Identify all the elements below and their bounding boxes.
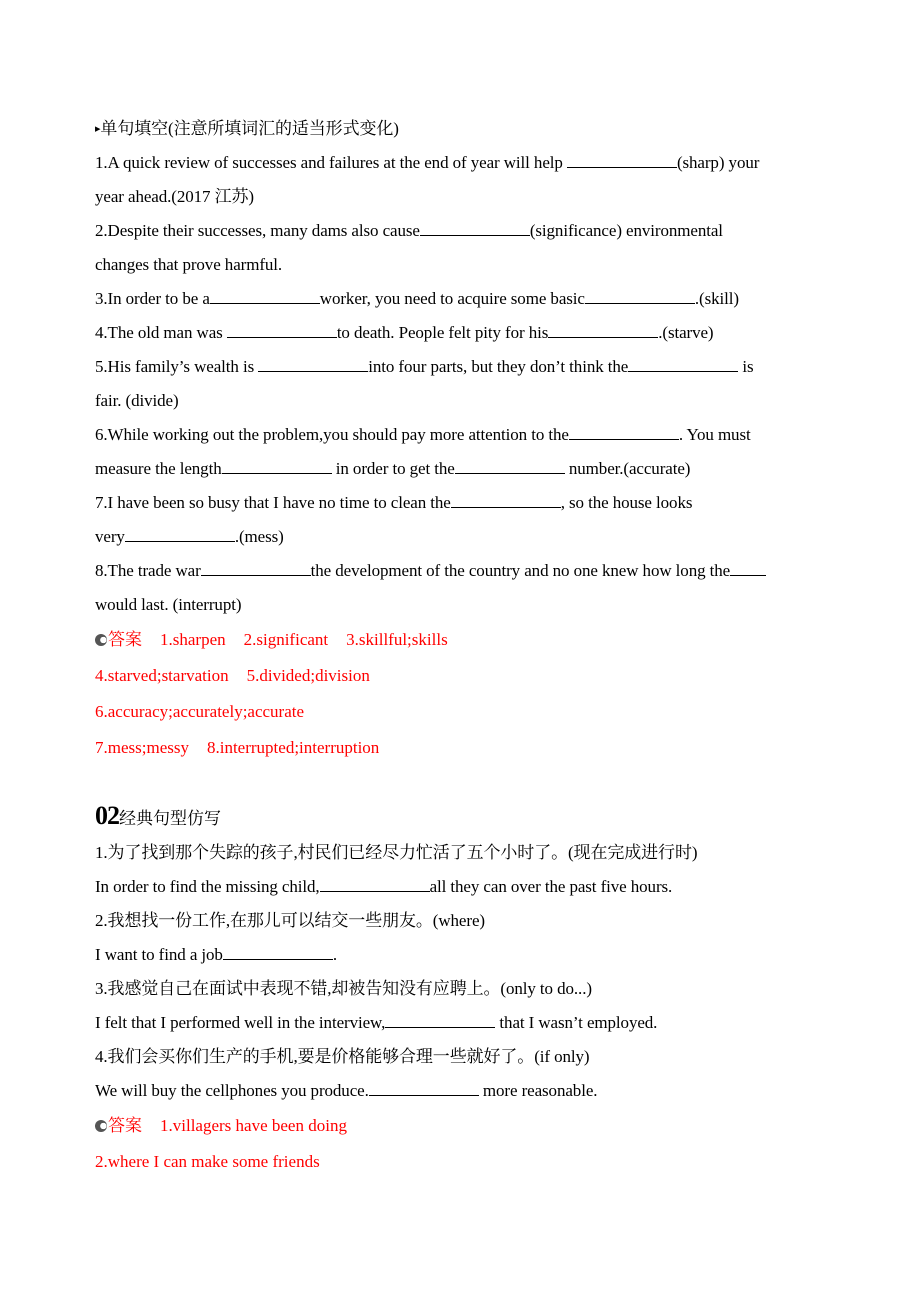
exercise-2-english: I want to find a job .: [95, 945, 337, 964]
exercise-4-english: We will buy the cellphones you produce. more reasonable.: [95, 1081, 598, 1100]
answer-blank: [548, 323, 658, 338]
answer-blank: [201, 561, 311, 576]
question-1-line-1: 1.A quick review of successes and failures at the end of year will help (sharp) your: [95, 153, 760, 172]
question-5-line-2: fair. (divide): [95, 391, 179, 410]
question-7-line-2: very .(mess): [95, 527, 284, 546]
document-page: [95, 112, 835, 1180]
section-title: 经典句型仿写: [119, 809, 221, 828]
answer-blank: [420, 221, 530, 236]
exercise-2-chinese: 2.我想找一份工作,在那儿可以结交一些朋友。(where): [95, 911, 485, 930]
answer-blank: [569, 425, 679, 440]
section2-answer-line-1: 答案 1.villagers have been doing: [95, 1108, 835, 1144]
section-number: 02: [95, 801, 119, 830]
answer-blank: [210, 289, 320, 304]
answer-icon: [95, 634, 107, 646]
question-4: 4.The old man was to death. People felt pity for his .(starve): [95, 323, 714, 342]
answer-blank: [730, 561, 766, 576]
question-1-line-2: year ahead.(2017 江苏): [95, 187, 254, 206]
exercise-3-english: I felt that I performed well in the interview, that I wasn’t employed.: [95, 1013, 658, 1032]
question-6-line-1: 6.While working out the problem,you should pay more attention to the . You must: [95, 425, 751, 444]
answer-blank: [567, 153, 677, 168]
answer-blank: [320, 877, 430, 892]
exercise-4-chinese: 4.我们会买你们生产的手机,要是价格能够合理一些就好了。(if only): [95, 1047, 590, 1066]
question-6-line-2: measure the length in order to get the number.(accurate): [95, 459, 691, 478]
question-2-line-1: 2.Despite their successes, many dams also cause (significance) environmental: [95, 221, 723, 240]
answer-blank: [223, 945, 333, 960]
section2-answer-line-2: 2.where I can make some friends: [95, 1152, 320, 1171]
section2-heading: [95, 796, 835, 836]
answer-blank: [385, 1013, 495, 1028]
answer-blank: [585, 289, 695, 304]
answer-blank: [451, 493, 561, 508]
section1-answer-line-2: 4.starved;starvation 5.divided;division: [95, 666, 370, 685]
question-8-line-2: would last. (interrupt): [95, 595, 242, 614]
question-3: 3.In order to be a worker, you need to acquire some basic .(skill): [95, 289, 739, 308]
question-8-line-1: 8.The trade war the development of the country and no one knew how long the: [95, 554, 835, 588]
section1-heading: ▸单句填空(注意所填词汇的适当形式变化): [95, 112, 835, 146]
question-7-line-1: 7.I have been so busy that I have no time to clean the , so the house looks: [95, 493, 693, 512]
answer-blank: [227, 323, 337, 338]
answer-blank: [628, 357, 738, 372]
triangle-bullet-icon: ▸: [95, 123, 101, 135]
question-2-line-2: changes that prove harmful.: [95, 255, 283, 274]
answer-blank: [222, 459, 332, 474]
answer-blank: [125, 527, 235, 542]
exercise-1-chinese: 1.为了找到那个失踪的孩子,村民们已经尽力忙活了五个小时了。(现在完成进行时): [95, 843, 698, 862]
answer-blank: [369, 1081, 479, 1096]
exercise-1-english: In order to find the missing child, all they can over the past five hours.: [95, 877, 673, 896]
question-5-line-1: 5.His family’s wealth is into four parts, but they don’t think the is: [95, 357, 754, 376]
section1-answer-line-1: 答案 1.sharpen 2.significant 3.skillful;skills: [95, 622, 835, 658]
answer-blank: [258, 357, 368, 372]
answer-blank: [455, 459, 565, 474]
answer-icon: [95, 1120, 107, 1132]
section1-answer-line-4: 7.mess;messy 8.interrupted;interruption: [95, 738, 380, 757]
exercise-3-chinese: 3.我感觉自己在面试中表现不错,却被告知没有应聘上。(only to do...): [95, 979, 592, 998]
section1-answer-line-3: 6.accuracy;accurately;accurate: [95, 702, 305, 721]
